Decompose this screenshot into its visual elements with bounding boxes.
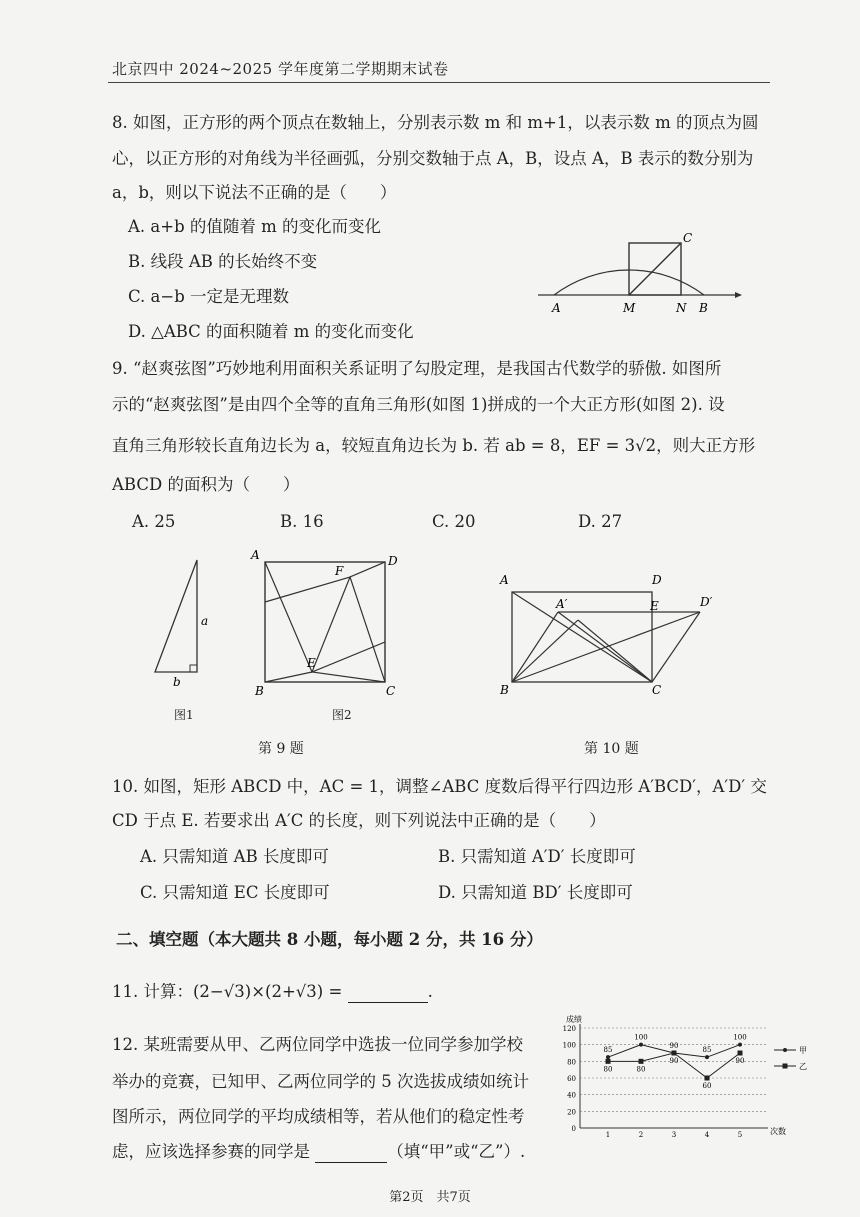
q8-label-b: B [699,301,708,315]
chart-point [705,1076,710,1081]
chart-data-label: 85 [702,1046,712,1055]
q9-line-1: 9. “赵爽弦图”巧妙地利用面积关系证明了勾股定理，是我国古代数学的骄傲. 如图所 [112,359,722,378]
q12-line-3: 图所示，两位同学的平均成绩相等，若从他们的稳定性考 [112,1107,525,1126]
q10-label-a: A [500,573,509,587]
q10-label-d1: D′ [700,595,713,609]
chart-legend-label: 甲 [799,1046,807,1055]
chart-point [738,1051,743,1056]
chart-x-tick-label: 2 [638,1131,644,1139]
q8-option-d[interactable]: D. △ABC 的面积随着 m 的变化而变化 [128,322,414,341]
q11-line [112,981,433,1003]
q10-label-a1: A′ [556,597,568,611]
q9-fig2-caption: 图2 [332,708,352,722]
q10-option-d[interactable]: D. 只需知道 BD′ 长度即可 [438,883,633,902]
q8-label-n: N [676,301,687,315]
chart-y-tick-label: 20 [567,1108,576,1117]
chart-y-tick-label: 100 [562,1041,576,1050]
q9-option-c[interactable]: C. 20 [432,512,476,531]
q10-label-b: B [500,683,509,697]
q8-label-c: C [683,231,693,245]
page-footer: 第2页 共7页 [389,1190,471,1205]
chart-data-label: 80 [603,1065,613,1074]
q10-label-e: E [650,599,659,613]
q11-text: 11. 计算：(2−√3)×(2+√3) = [112,982,343,1001]
q8-label-m: M [623,301,636,315]
q9-fig2-label-d: D [388,554,398,568]
q12-score-chart [558,1012,816,1144]
chart-data-label: 85 [603,1046,613,1055]
chart-x-tick-label: 4 [704,1131,710,1139]
chart-x-tick-label: 5 [737,1131,743,1139]
q8-option-c[interactable]: C. a−b 一定是无理数 [128,287,289,306]
q9-fig1-label-b: b [173,675,181,689]
q9-line-4: ABCD 的面积为（ ） [112,475,300,494]
q10-figure [490,568,730,698]
q10-line-1: 10. 如图，矩形 ABCD 中，AC = 1，调整∠ABC 度数后得平行四边形 A′BCD′，A′D′ 交 [112,777,767,796]
chart-data-label: 100 [733,1033,747,1042]
q9-option-b[interactable]: B. 16 [280,512,324,531]
q12-line-4 [112,1141,525,1163]
q9-line-3: 直角三角形较长直角边长为 a，较短直角边长为 b. 若 ab = 8，EF = 3√2，则大正方形 [112,436,756,455]
q12-line-4b: （填“甲”或“乙”）. [387,1142,526,1161]
chart-point [705,1055,709,1059]
q11-answer-blank[interactable] [348,986,428,1003]
chart-point [738,1043,742,1047]
chart-legend-marker [783,1064,788,1069]
q8-label-a: A [552,301,561,315]
chart-point [672,1051,677,1056]
chart-y-tick-label: 40 [567,1091,576,1100]
q11-end: . [427,982,433,1001]
chart-x-tick-label: 3 [671,1131,677,1139]
chart-point [639,1059,644,1064]
chart-y-tick-label: 60 [567,1075,576,1083]
q8-line-3: a，b，则以下说法不正确的是（ ） [112,183,397,202]
chart-data-label: 100 [634,1033,648,1042]
chart-legend-marker [783,1048,787,1052]
q9-fig2-label-a: A [251,548,260,562]
chart-x-tick-label: 1 [605,1131,611,1139]
q10-option-b[interactable]: B. 只需知道 A′D′ 长度即可 [438,847,636,866]
q8-option-b[interactable]: B. 线段 AB 的长始终不变 [128,252,318,271]
chart-y-tick-label: 120 [562,1025,576,1033]
section-2-title: 二、填空题（本大题共 8 小题，每小题 2 分，共 16 分） [116,930,543,949]
chart-y-tick-label: 0 [571,1125,576,1133]
q9-caption: 第 9 题 [258,741,304,757]
chart-data-label: 80 [636,1065,646,1074]
q10-label-c: C [652,683,662,697]
q12-answer-blank[interactable] [315,1146,387,1163]
q9-fig2-label-e: E [307,656,316,670]
q9-fig2-label-f: F [335,564,344,578]
q12-line-1: 12. 某班需要从甲、乙两位同学中选拔一位同学参加学校 [112,1035,523,1054]
chart-data-label: 90 [669,1042,679,1050]
chart-data-label: 60 [702,1082,712,1090]
q9-fig1-label-a: a [201,614,209,628]
q10-caption: 第 10 题 [584,741,639,757]
q9-fig2-label-b: B [255,684,264,698]
q10-label-d: D [652,573,662,587]
exam-header: 北京四中 2024~2025 学年度第二学期期末试卷 [112,60,449,78]
chart-ylabel: 成绩 [566,1015,582,1024]
q9-line-2: 示的“赵爽弦图”是由四个全等的直角三角形(如图 1)拼成的一个大正方形(如图 2). 设 [112,395,725,414]
q10-line-2: CD 于点 E. 若要求出 A′C 的长度，则下列说法中正确的是（ ） [112,811,606,830]
chart-xlabel: 次数 [770,1127,786,1136]
q10-option-a[interactable]: A. 只需知道 AB 长度即可 [140,847,329,866]
chart-point [606,1059,611,1064]
chart-data-label: 90 [735,1057,745,1065]
q9-option-d[interactable]: D. 27 [578,512,623,531]
q8-option-a[interactable]: A. a+b 的值随着 m 的变化而变化 [128,217,382,236]
q9-fig1-caption: 图1 [174,708,194,722]
chart-y-tick-label: 80 [567,1058,576,1067]
chart-legend-label: 乙 [799,1062,807,1071]
header-rule [108,82,770,83]
chart-point [639,1043,643,1047]
q8-line-1: 8. 如图，正方形的两个顶点在数轴上，分别表示数 m 和 m+1，以表示数 m 的顶点为圆 [112,113,759,132]
chart-data-label: 90 [669,1057,679,1065]
q9-figure-2 [245,545,405,705]
q12-line-4a: 虑，应该选择参赛的同学是 [112,1142,310,1161]
chart-point [606,1055,610,1059]
q12-line-2: 举办的竞赛，已知甲、乙两位同学的 5 次选拔成绩如统计 [112,1072,529,1091]
q9-fig2-label-c: C [386,684,396,698]
q9-option-a[interactable]: A. 25 [132,512,176,531]
q8-figure [530,222,750,317]
q9-figure-1 [145,550,215,700]
q8-line-2: 心，以正方形的对角线为半径画弧，分别交数轴于点 A，B，设点 A，B 表示的数分别为 [112,149,754,168]
q10-option-c[interactable]: C. 只需知道 EC 长度即可 [140,883,330,902]
